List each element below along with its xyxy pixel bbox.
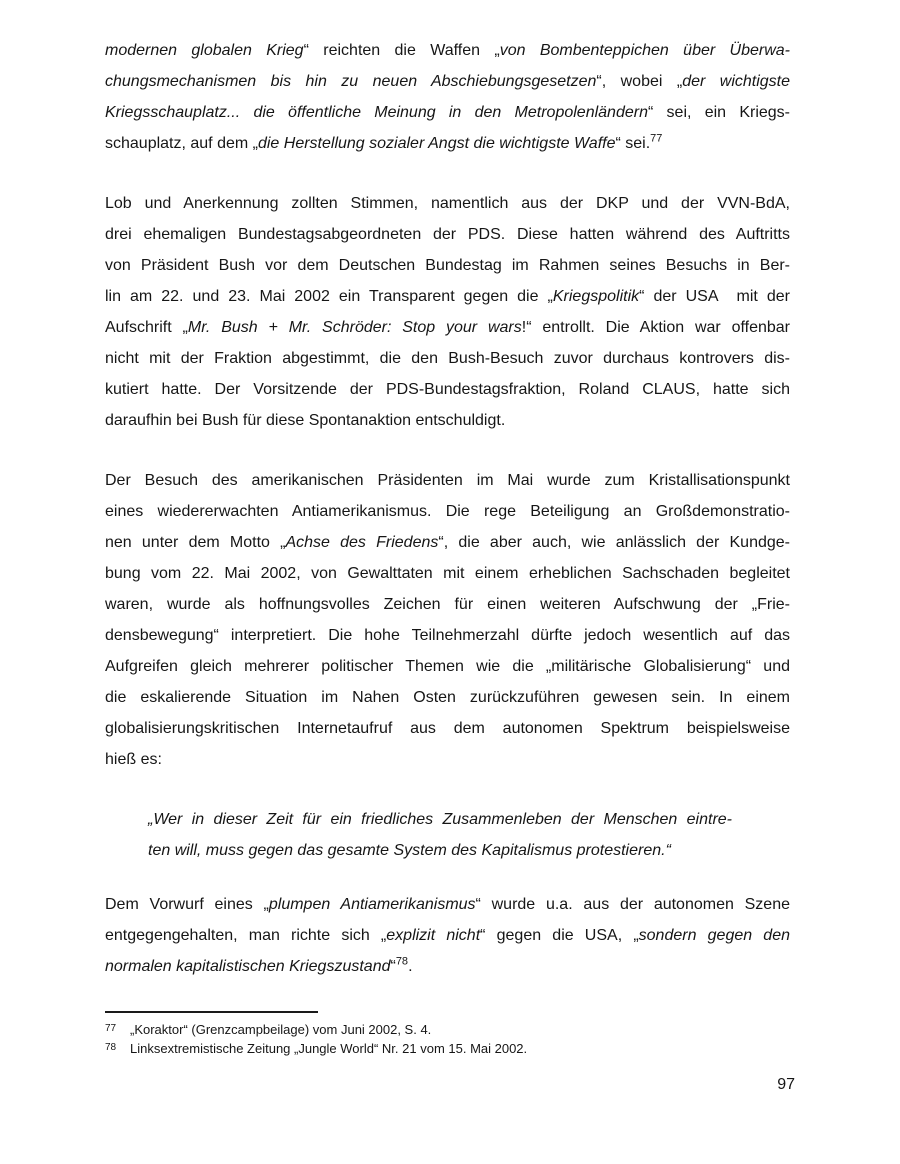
text-line — [105, 128, 790, 159]
footnotes — [105, 1011, 790, 1058]
text-line — [105, 66, 790, 97]
text-line — [105, 589, 790, 620]
footnote-text: „Koraktor“ (Grenzcampbeilage) vom Juni 2002, S. 4. — [130, 1022, 432, 1037]
paragraph — [105, 465, 790, 775]
body-text: nicht mit der Fraktion abgestimmt, die den Bush-Besuch zuvor durchaus kontrovers dis- — [105, 350, 790, 367]
body-text: waren, wurde als hoffnungsvolles Zeichen für einen weiteren Aufschwung der „Frie- — [105, 596, 790, 613]
body-text: “ der USA mit der — [639, 288, 791, 305]
body-text: nen unter dem Motto „ — [105, 534, 286, 551]
body-text: Dem Vorwurf eines „ — [105, 896, 269, 913]
footnote-marker: 77 — [105, 1023, 117, 1034]
body-text: “, wobei „ — [596, 73, 683, 90]
text-line — [105, 889, 790, 920]
body-text: “ reichten die Waffen „ — [303, 42, 500, 59]
italic-text: die Herstellung sozialer Angst die wichtigste Waffe — [257, 135, 616, 152]
italic-text: chungsmechanismen bis hin zu neuen Abschiebungsgesetzen — [105, 73, 597, 90]
body-text: densbewegung“ interpretiert. Die hohe Teilnehmerzahl dürfte jedoch wesentlich auf das — [105, 627, 790, 644]
body-text: Lob und Anerkennung zollten Stimmen, namentlich aus der DKP und der VVN-BdA, — [105, 195, 790, 212]
body-text: globalisierungskritischen Internetaufruf aus dem autonomen Spektrum beispielsweise — [105, 720, 790, 737]
footnote-item — [105, 1020, 790, 1039]
footnote-item — [105, 1039, 790, 1058]
body-text: eines wiedererwachten Antiamerikanismus. Die rege Beteiligung an Großdemonstratio- — [105, 503, 790, 520]
paragraph — [105, 188, 790, 436]
body-text: lin am 22. und 23. Mai 2002 ein Transparent gegen die „ — [105, 288, 553, 305]
text-line — [105, 558, 790, 589]
block-quote — [148, 804, 732, 866]
text-line — [105, 188, 790, 219]
italic-text: sondern gegen den — [638, 927, 790, 944]
italic-text: normalen kapitalistischen Kriegszustand — [105, 958, 391, 975]
text-line — [105, 651, 790, 682]
text-line — [105, 951, 790, 982]
page-number: 97 — [777, 1076, 795, 1093]
italic-text: modernen globalen Krieg — [105, 42, 304, 59]
footnote-marker: 78 — [105, 1042, 117, 1053]
footnote-separator — [105, 1011, 318, 1013]
body-text: daraufhin bei Bush für diese Spontanaktion entschuldigt. — [105, 412, 506, 429]
text-line — [105, 250, 790, 281]
text-line — [105, 744, 790, 775]
text-line — [105, 465, 790, 496]
body-text: schauplatz, auf dem „ — [105, 135, 258, 152]
body-text: “ sei. — [615, 135, 651, 152]
text-line — [105, 374, 790, 405]
body-text: bung vom 22. Mai 2002, von Gewalttaten mit einem erheblichen Sachschaden begleitet — [105, 565, 790, 582]
text-line — [105, 405, 790, 436]
italic-text: Achse des Friedens — [285, 534, 439, 551]
text-line — [105, 35, 790, 66]
text-line — [105, 281, 790, 312]
body-text: hieß es: — [105, 751, 162, 768]
text-line — [105, 527, 790, 558]
italic-text: „Wer in dieser Zeit für ein friedliches Zusammenleben der Menschen eintre- — [148, 811, 732, 828]
body-text: Aufschrift „ — [105, 319, 188, 336]
text-line — [105, 682, 790, 713]
body-text: die eskalierende Situation im Nahen Osten zurückzuführen gewesen sein. In einem — [105, 689, 790, 706]
text-line — [105, 97, 790, 128]
body-text: “ gegen die USA, „ — [480, 927, 639, 944]
body-text: “ sei, ein Kriegs- — [647, 104, 790, 121]
body-text: “, die aber auch, wie anlässlich der Kundge- — [438, 534, 790, 551]
body-text: entgegengehalten, man richte sich „ — [105, 927, 387, 944]
text-line — [105, 713, 790, 744]
text-block — [105, 35, 790, 982]
italic-text: Mr. Bush + Mr. Schröder: Stop your wars — [187, 319, 522, 336]
italic-text: explizit nicht — [386, 927, 481, 944]
body-text: !“ entrollt. Die Aktion war offenbar — [521, 319, 791, 336]
italic-text: Kriegsschauplatz... die öffentliche Meinung in den Metropolenländern — [105, 104, 648, 121]
italic-text: Kriegspolitik — [552, 288, 640, 305]
text-line — [148, 835, 732, 866]
text-line — [105, 496, 790, 527]
body-text: von Präsident Bush vor dem Deutschen Bundestag im Rahmen seines Besuchs in Ber- — [105, 257, 790, 274]
text-line — [105, 312, 790, 343]
footnote-reference: 78 — [395, 955, 409, 968]
text-line — [105, 920, 790, 951]
body-text: Aufgreifen gleich mehrerer politischer Themen wie die „militärische Globalisierung“ und — [105, 658, 790, 675]
text-line — [105, 219, 790, 250]
body-text: . — [408, 958, 413, 975]
footnote-reference: 77 — [650, 132, 663, 145]
italic-text: der wichtigste — [682, 73, 791, 90]
body-text: kutiert hatte. Der Vorsitzende der PDS-Bundestagsfraktion, Roland CLAUS, hatte sich — [105, 381, 790, 398]
italic-text: ten will, muss gegen das gesamte System des Kapitalismus protestieren.“ — [148, 842, 671, 859]
body-text: “ — [390, 958, 396, 975]
paragraph — [105, 35, 790, 159]
text-line — [148, 804, 732, 835]
body-text: Der Besuch des amerikanischen Präsidenten im Mai wurde zum Kristallisationspunkt — [105, 472, 790, 489]
paragraph — [105, 889, 790, 982]
italic-text: von Bombenteppichen über Überwa- — [499, 42, 790, 59]
footnote-text: Linksextremistische Zeitung „Jungle World“ Nr. 21 vom 15. Mai 2002. — [130, 1041, 528, 1056]
body-text: “ wurde u.a. aus der autonomen Szene — [475, 896, 790, 913]
text-line — [105, 620, 790, 651]
italic-text: plumpen Antiamerikanismus — [268, 896, 476, 913]
body-text: drei ehemaligen Bundestagsabgeordneten der PDS. Diese hatten während des Auftritts — [105, 226, 790, 243]
footnote-list — [105, 1020, 790, 1058]
text-line — [105, 343, 790, 374]
